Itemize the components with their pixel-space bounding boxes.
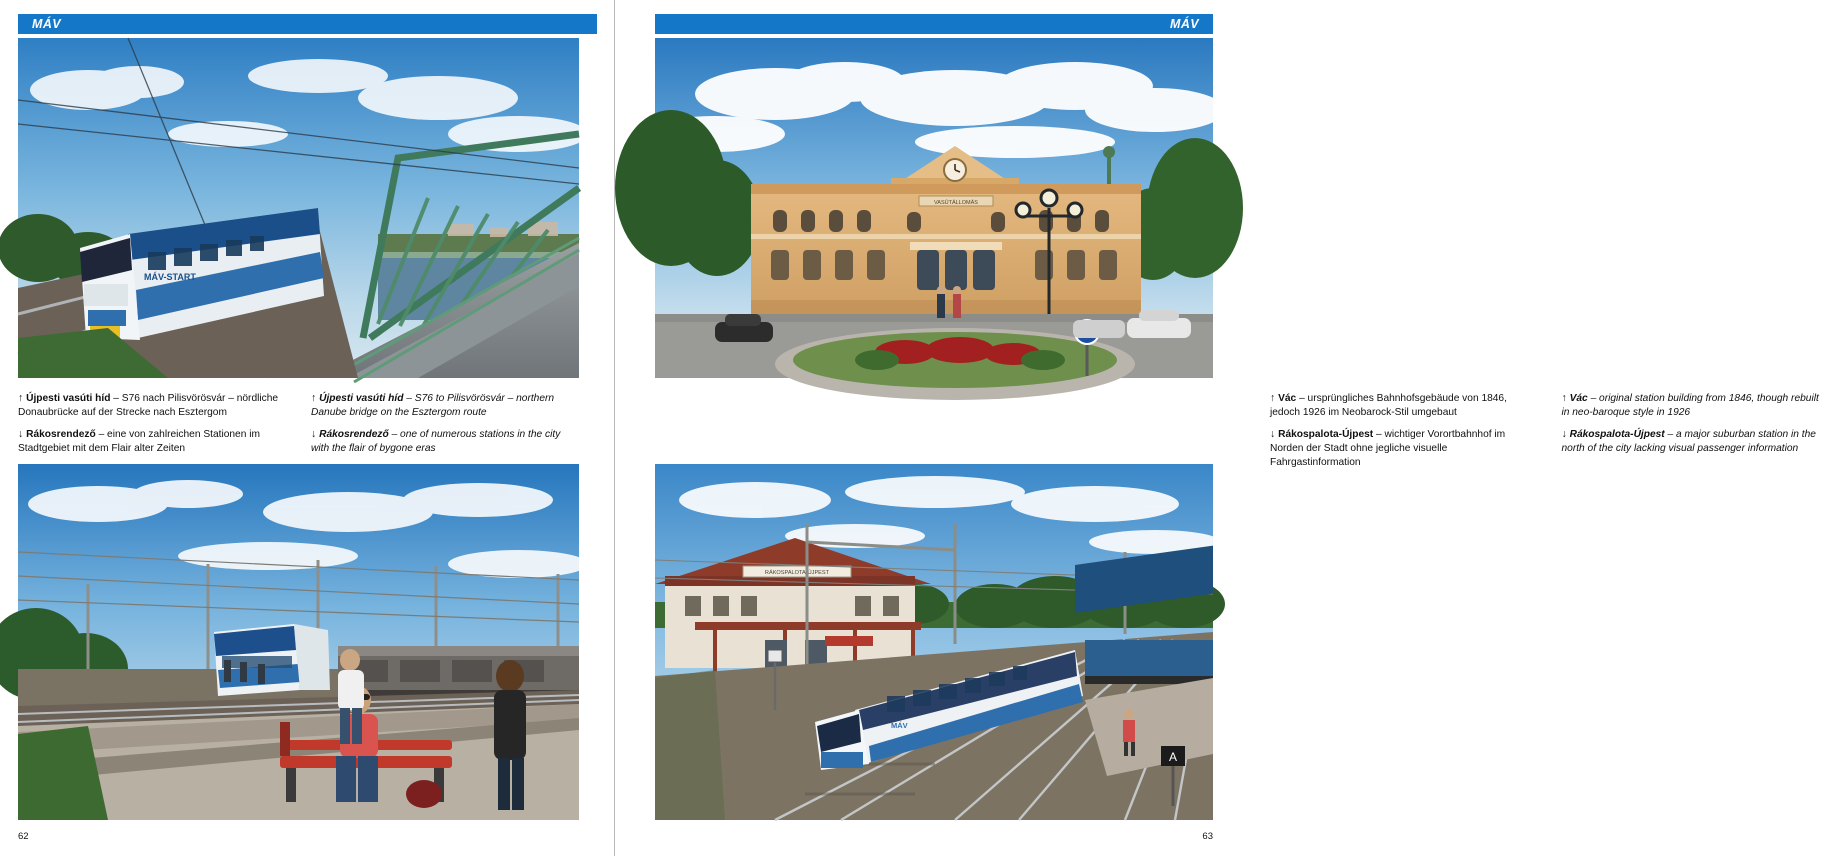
arrow-up-icon: ↑ — [1561, 392, 1567, 404]
caption-text: – original station building from 1846, though rebuilt in neo-baroque style in 1926 — [1561, 393, 1819, 418]
caption-lead: Újpesti vasúti híd — [26, 393, 111, 404]
arrow-down-icon: ↓ — [18, 428, 24, 441]
svg-text:MÁV-START: MÁV-START — [144, 272, 196, 282]
photo-rakospalota-art — [655, 464, 1213, 820]
caption-lead: Vác — [1569, 393, 1588, 404]
caption-text: – S76 to Pilisvörösvár – northern Danube bridge on the Esztergom route — [311, 393, 555, 418]
caption-lead: Rákosrendező — [319, 429, 389, 441]
caption-text: – eine von zahlreichen Stationen im Stadtgebiet mit dem Flair alter Zeiten — [18, 429, 260, 455]
caption-de-2 — [1270, 428, 1537, 469]
page-header-bar-right — [655, 14, 1213, 34]
captions-left — [18, 392, 579, 456]
photo-rakospalota-ujpest-station — [655, 464, 1213, 820]
arrow-up-icon: ↑ — [18, 392, 24, 404]
photo-ujpesti-bridge-train-art — [18, 38, 579, 378]
photo-rakosrendezo-station — [18, 464, 579, 820]
photo-rakosrendezo-art — [18, 464, 579, 820]
caption-lead: Vác — [1278, 393, 1297, 404]
svg-text:A: A — [1168, 750, 1178, 764]
caption-column-english-right — [1562, 392, 1828, 469]
arrow-up-icon: ↑ — [1270, 392, 1276, 404]
caption-en-1 — [1562, 392, 1828, 419]
svg-text:RÁKOSPALOTA-ÚJPEST: RÁKOSPALOTA-ÚJPEST — [764, 570, 830, 576]
arrow-down-icon: ↓ — [311, 428, 317, 441]
svg-text:VASÚTÁLLOMÁS: VASÚTÁLLOMÁS — [934, 200, 978, 206]
caption-lead: Újpesti vasúti híd — [319, 393, 404, 404]
arrow-down-icon: ↓ — [1270, 428, 1276, 441]
caption-text: – one of numerous stations in the city with the flair of bygone eras — [311, 429, 561, 455]
caption-de-1 — [18, 392, 286, 419]
page-number-right: 63 — [1202, 831, 1213, 842]
brand-label: MÁV — [1170, 17, 1199, 31]
caption-text: – ursprüngliches Bahnhofsgebäude von 1846, jedoch 1926 im Neobarock-Stil umgebaut — [1270, 393, 1507, 418]
caption-de-2 — [18, 428, 286, 455]
svg-text:MÁV: MÁV — [891, 721, 908, 730]
caption-column-german-right — [1270, 392, 1537, 469]
caption-column-english-left — [311, 392, 579, 456]
brand-label: MÁV — [32, 17, 61, 31]
caption-column-german-left — [18, 392, 286, 456]
photo-vac-station-building — [655, 38, 1213, 378]
arrow-up-icon: ↑ — [311, 392, 317, 404]
caption-de-1 — [1270, 392, 1537, 419]
svg-text:415 029: 415 029 — [146, 287, 170, 294]
arrow-down-icon: ↓ — [1561, 428, 1567, 441]
caption-en-2 — [1562, 428, 1828, 455]
photo-vac-art — [655, 38, 1213, 378]
caption-lead: Rákospalota-Újpest — [1278, 429, 1374, 441]
captions-right — [1270, 392, 1828, 469]
page-left — [0, 0, 615, 856]
page-header-bar-left — [18, 14, 597, 34]
caption-text: – S76 nach Pilisvörösvár – nördliche Donaubrücke auf der Strecke nach Esztergom — [18, 393, 279, 418]
page-right — [615, 0, 1819, 856]
caption-en-2 — [311, 428, 579, 455]
caption-lead: Rákosrendező — [26, 429, 96, 441]
caption-text: – wichtiger Vorortbahnhof im Norden der Stadt ohne jegliche visuelle Fahrgastinformation — [1270, 429, 1506, 468]
caption-lead: Rákospalota-Újpest — [1569, 429, 1665, 441]
caption-en-1 — [311, 392, 579, 419]
caption-text: – a major suburban station in the north of the city lacking visual passenger information — [1561, 429, 1816, 455]
photo-ujpesti-bridge-train — [18, 38, 579, 378]
page-number-left: 62 — [18, 831, 29, 842]
